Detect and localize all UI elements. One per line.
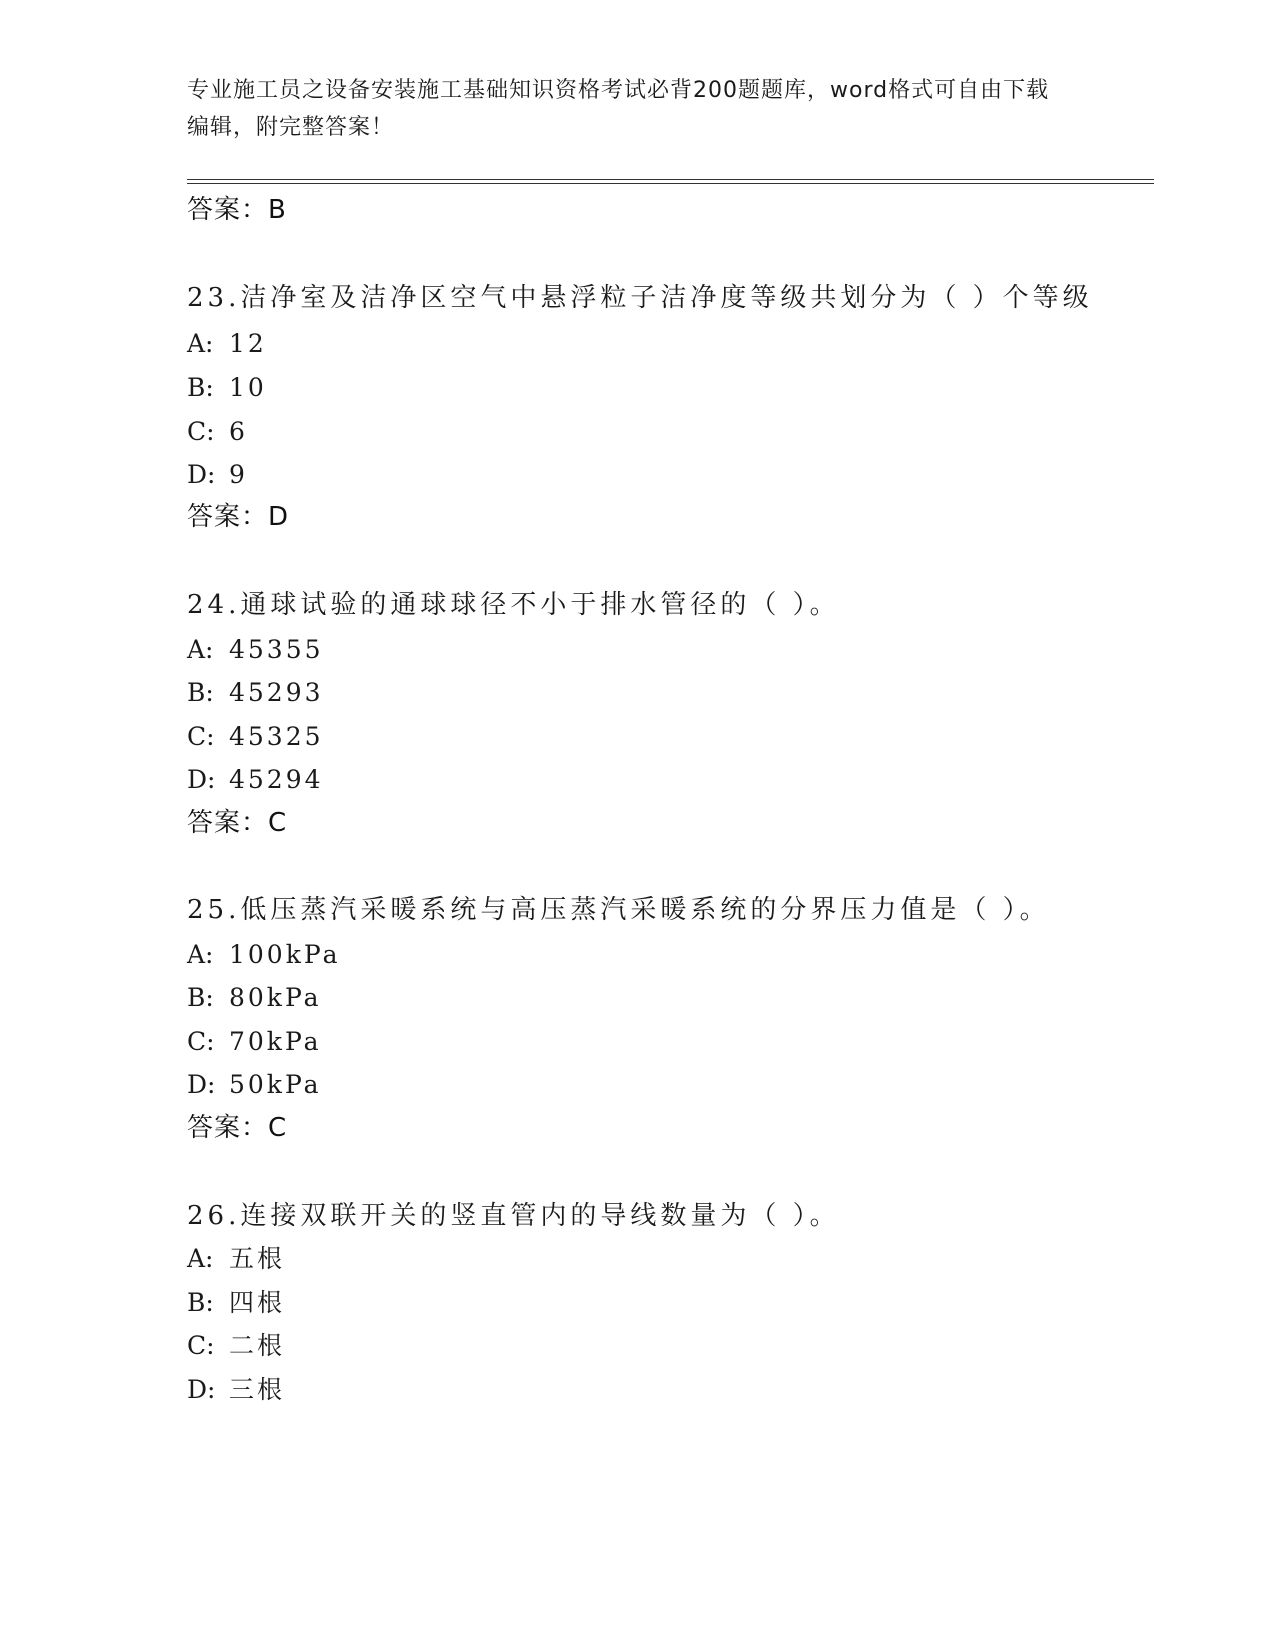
option-letter: B: [187,373,214,402]
option-letter: C: [187,417,215,446]
q23-option-a [187,329,267,359]
option-text: 三根 [229,1375,286,1404]
q25-option-c [187,1027,322,1057]
option-text: 80kPa [229,983,322,1012]
q23-option-b [187,373,267,403]
option-letter: C: [187,1027,215,1056]
q23-answer: 答案：D [187,502,290,532]
q26-option-a [187,1244,285,1274]
q24-option-a [187,635,324,665]
q25-option-b [187,983,322,1013]
header-divider-bottom [187,183,1154,184]
option-text: 100kPa [229,940,341,969]
option-text: 6 [229,417,248,446]
previous-answer: 答案：B [187,195,287,225]
option-text: 70kPa [229,1027,322,1056]
q25-answer: 答案：C [187,1113,288,1143]
q24-option-c [187,722,324,752]
option-text: 45294 [229,765,324,794]
q23-option-c [187,417,248,447]
question-23: 23.洁净室及洁净区空气中悬浮粒子洁净度等级共划分为（ ）个等级 [187,283,1093,313]
option-letter: B: [187,983,214,1012]
option-letter: A: [187,1244,214,1273]
document-header: 专业施工员之设备安装施工基础知识资格考试必背200题题库，word格式可自由下载编辑，附完整答案！ [187,78,1050,140]
q26-option-b [187,1288,285,1318]
question-24: 24.通球试验的通球球径不小于排水管径的（ ）。 [187,590,840,620]
option-letter: A: [187,329,214,358]
question-25: 25.低压蒸汽采暖系统与高压蒸汽采暖系统的分界压力值是（ ）。 [187,895,1050,925]
option-letter: B: [187,678,214,707]
option-text: 9 [229,460,248,489]
option-letter: D: [187,1375,216,1404]
q26-option-c [187,1331,285,1361]
q25-option-d [187,1070,322,1100]
q24-option-b [187,678,324,708]
option-text: 45355 [229,635,324,664]
question-26: 26.连接双联开关的竖直管内的导线数量为（ ）。 [187,1201,840,1231]
q26-option-d [187,1375,285,1405]
option-letter: C: [187,1331,215,1360]
option-letter: C: [187,722,215,751]
header-divider-top [187,179,1154,180]
option-letter: D: [187,765,216,794]
q24-answer: 答案：C [187,808,288,838]
option-text: 45293 [229,678,324,707]
option-letter: B: [187,1288,214,1317]
option-text: 二根 [229,1331,286,1360]
option-letter: D: [187,1070,216,1099]
option-letter: A: [187,635,214,664]
option-text: 10 [229,373,267,402]
q23-option-d [187,460,248,490]
option-text: 12 [229,329,267,358]
option-letter: D: [187,460,216,489]
option-letter: A: [187,940,214,969]
option-text: 五根 [229,1244,286,1273]
q24-option-d [187,765,324,795]
option-text: 四根 [229,1288,286,1317]
option-text: 45325 [229,722,324,751]
q25-option-a [187,940,340,970]
option-text: 50kPa [229,1070,322,1099]
